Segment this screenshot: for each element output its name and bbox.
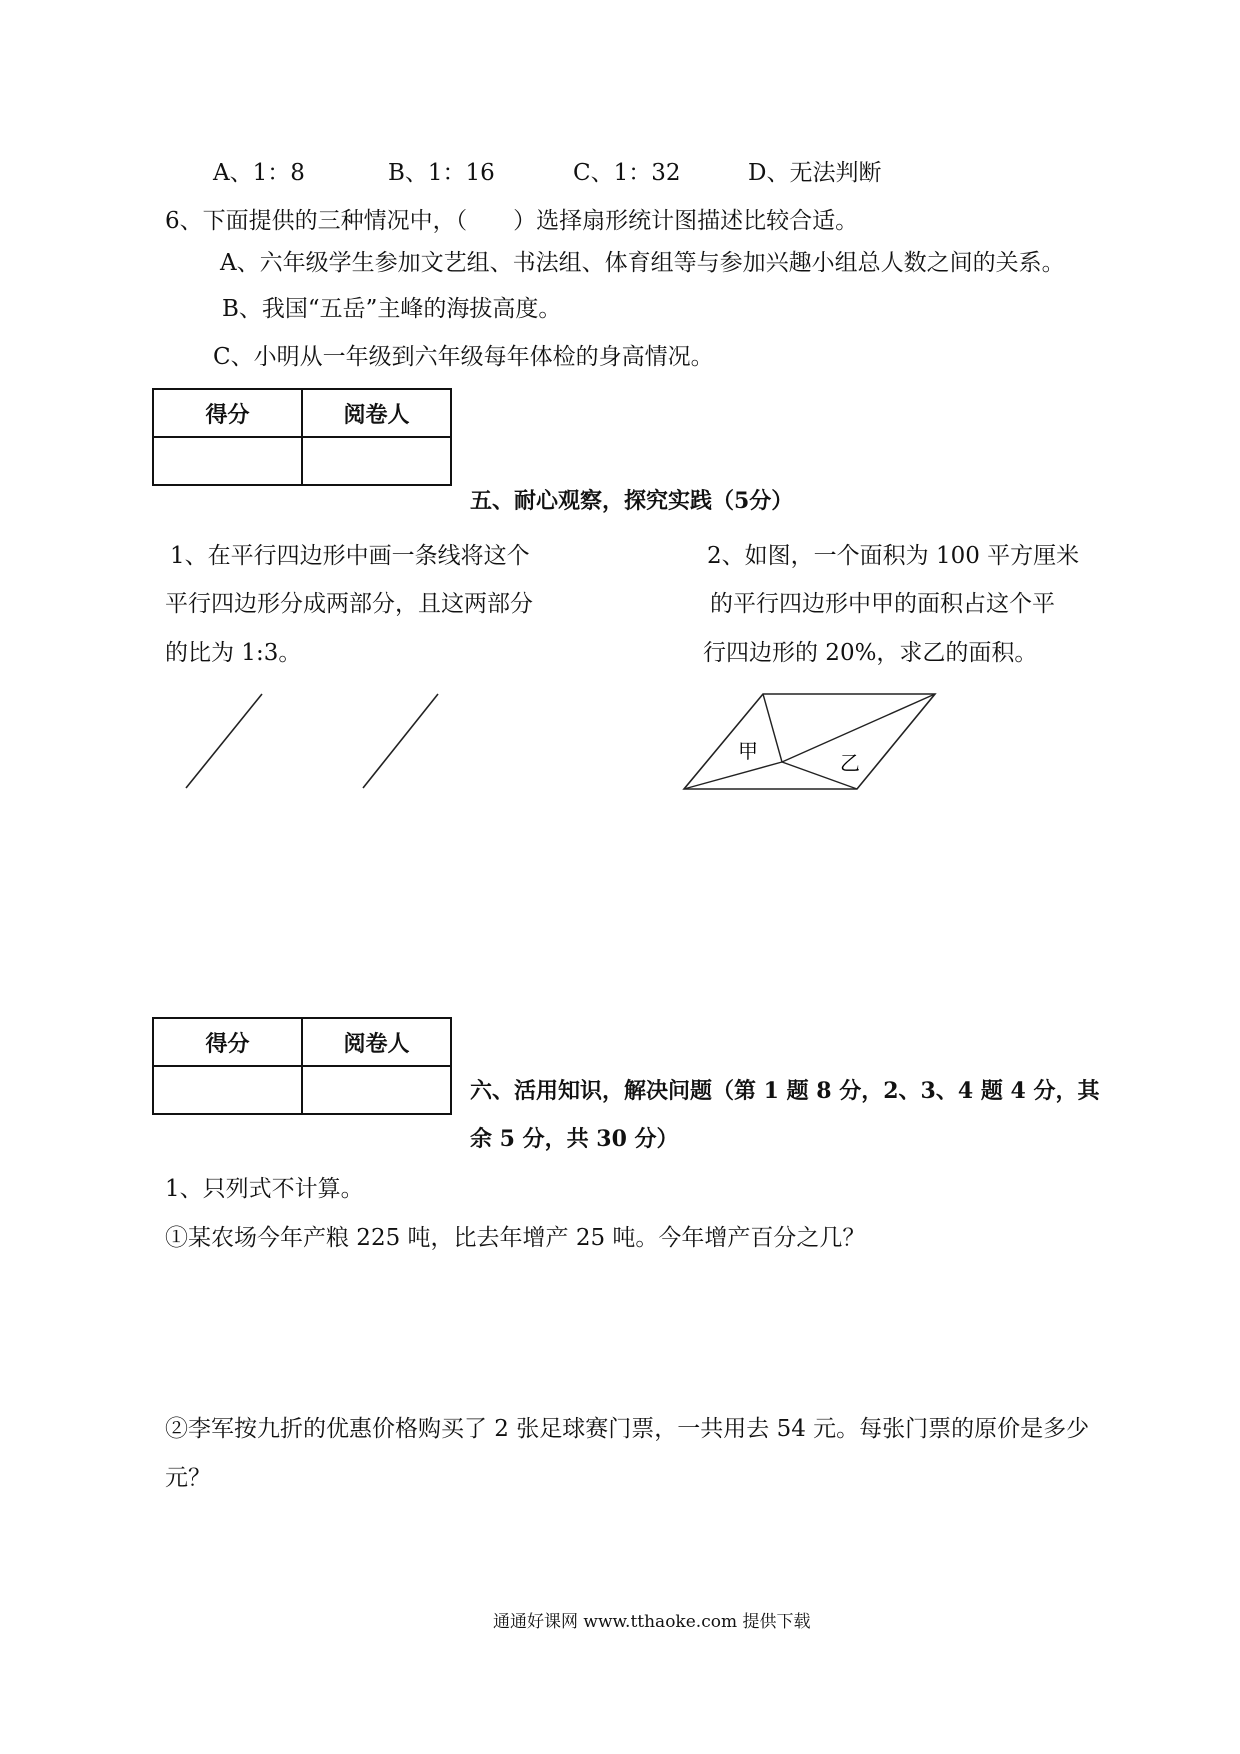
parallelogram-outline [684, 694, 935, 789]
s5-q1-line1: 1、在平行四边形中画一条线将这个 [170, 543, 530, 569]
label-yi: 乙 [840, 751, 860, 775]
footer-source: 通通好课网 www.tthaoke.com 提供下载 [493, 1612, 811, 1632]
grader-header: 阅卷人 [302, 389, 451, 437]
divider-line-top [763, 694, 782, 762]
section6-title-line1: 六、活用知识，解决问题（第 1 题 8 分，2、3、4 题 4 分，其 [470, 1078, 1100, 1104]
score-cell-2[interactable] [153, 1066, 302, 1114]
score-cell[interactable] [153, 437, 302, 485]
q5-option-c: C、1：32 [573, 160, 681, 186]
score-table-2 [152, 1017, 452, 1115]
s6-q1-stem: 1、只列式不计算。 [165, 1176, 364, 1202]
grader-cell[interactable] [302, 437, 451, 485]
section5-title: 五、耐心观察，探究实践（5分） [470, 488, 794, 514]
score-header: 得分 [153, 389, 302, 437]
q6-option-a: A、六年级学生参加文艺组、书法组、体育组等与参加兴趣小组总人数之间的关系。 [220, 250, 1065, 276]
grader-cell-2[interactable] [302, 1066, 451, 1114]
s6-q1-part1: ①某农场今年产粮 225 吨，比去年增产 25 吨。今年增产百分之几？ [165, 1225, 866, 1251]
s5-q1-line3: 的比为 1:3。 [165, 640, 302, 666]
q5-option-b: B、1：16 [388, 160, 495, 186]
q5-option-a: A、1：8 [213, 160, 305, 186]
s5-q2-line2: 的平行四边形中甲的面积占这个平 [710, 591, 1055, 617]
q6-stem: 6、下面提供的三种情况中，（ ）选择扇形统计图描述比较合适。 [165, 208, 859, 234]
parallelogram-sides-figure[interactable] [180, 690, 450, 800]
divider-line-left [684, 762, 782, 789]
s6-q1-part2-line2: 元？ [165, 1465, 211, 1491]
parallelogram-figure [680, 688, 940, 796]
s5-q2-line1: 2、如图，一个面积为 100 平方厘米 [707, 543, 1080, 569]
score-table [152, 388, 452, 486]
q6-option-b: B、我国“五岳”主峰的海拔高度。 [222, 296, 562, 322]
s5-q2-line3: 行四边形的 20%，求乙的面积。 [703, 640, 1038, 666]
left-side-line [186, 694, 262, 788]
s5-q1-line2: 平行四边形分成两部分，且这两部分 [165, 591, 533, 617]
score-header-2: 得分 [153, 1018, 302, 1066]
grader-header-2: 阅卷人 [302, 1018, 451, 1066]
label-jia: 甲 [738, 739, 758, 763]
right-side-line [363, 694, 438, 788]
s6-q1-part2-line1: ②李军按九折的优惠价格购买了 2 张足球赛门票，一共用去 54 元。每张门票的原价是多少 [165, 1416, 1090, 1442]
q6-option-c: C、小明从一年级到六年级每年体检的身高情况。 [213, 344, 714, 370]
q5-option-d: D、无法判断 [748, 160, 882, 186]
section6-title-line2: 余 5 分，共 30 分） [470, 1126, 679, 1152]
